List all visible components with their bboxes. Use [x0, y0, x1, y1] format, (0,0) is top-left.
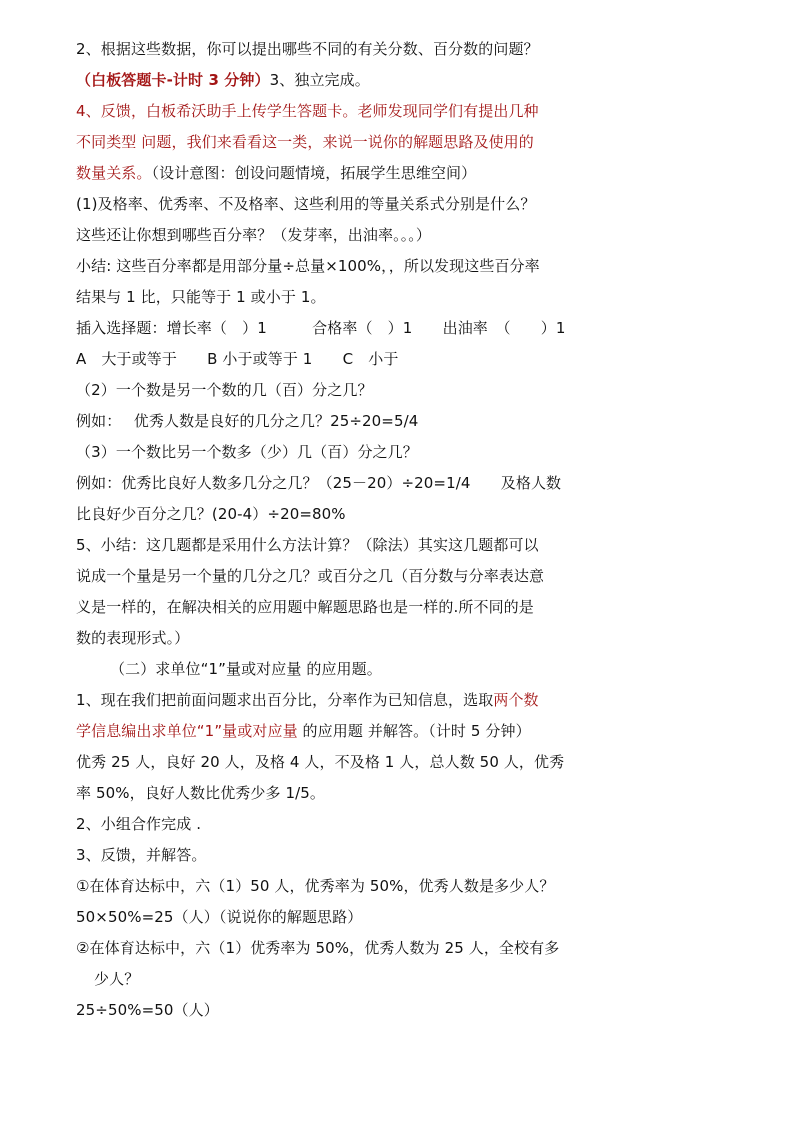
text-segment: 两个数	[493, 691, 539, 709]
text-segment: 学信息编出求单位“1”量或对应量	[76, 722, 298, 740]
text-segment: A 大于或等于 B 小于或等于 1 C 小于	[76, 350, 399, 368]
text-segment: 3、独立完成。	[269, 71, 370, 89]
text-line	[76, 468, 576, 499]
text-segment: 例如： 优秀人数是良好的几分之几？25÷20=5/4	[76, 412, 419, 430]
text-line	[76, 840, 576, 871]
text-line	[76, 933, 576, 964]
text-line	[76, 747, 576, 778]
text-segment: 4、反馈，白板希沃助手上传学生答题卡。老师发现同学们有提出几种	[76, 102, 539, 120]
text-segment: 例如：优秀比良好人数多几分之几？（25－20）÷20=1/4 及格人数	[76, 474, 562, 492]
text-line	[76, 375, 576, 406]
text-line	[76, 623, 576, 654]
text-line	[76, 282, 576, 313]
text-segment: （3）一个数比另一个数多（少）几（百）分之几？	[76, 443, 418, 461]
text-segment: (1)及格率、优秀率、不及格率、这些利用的等量关系式分别是什么？	[76, 195, 536, 213]
text-line	[76, 964, 576, 995]
text-segment: （白板答题卡-计时 3 分钟）	[76, 71, 270, 89]
document-page	[76, 34, 576, 1026]
text-line	[76, 127, 576, 158]
text-line	[76, 592, 576, 623]
text-segment: 比良好少百分之几？(20-4）÷20=80%	[76, 505, 346, 523]
text-segment: （二）求单位“1”量或对应量 的应用题。	[110, 660, 382, 678]
text-line	[76, 65, 576, 96]
text-line	[76, 561, 576, 592]
text-line	[76, 871, 576, 902]
text-segment: 义是一样的，在解决相关的应用题中解题思路也是一样的.所不同的是	[76, 598, 534, 616]
text-segment: ②在体育达标中，六（1）优秀率为 50%，优秀人数为 25 人，全校有多	[76, 939, 560, 957]
text-line	[76, 778, 576, 809]
text-line	[76, 716, 576, 747]
text-line	[76, 344, 576, 375]
text-line	[76, 313, 576, 344]
text-line	[76, 96, 576, 127]
text-line	[76, 685, 576, 716]
text-line	[76, 34, 576, 65]
text-segment: 少人？	[94, 970, 140, 988]
text-segment: 说成一个量是另一个量的几分之几？或百分之几（百分数与分率表达意	[76, 567, 545, 585]
text-segment: 50×50%=25（人）（说说你的解题思路）	[76, 908, 363, 926]
text-segment: 数量关系。	[76, 164, 152, 182]
text-segment: （设计意图：创设问题情境，拓展学生思维空间）	[151, 164, 477, 182]
text-line	[76, 902, 576, 933]
text-segment: 优秀 25 人，良好 20 人，及格 4 人，不及格 1 人，总人数 50 人，优秀	[76, 753, 565, 771]
text-segment: 率 50%，良好人数比优秀少多 1/5。	[76, 784, 326, 802]
text-line	[76, 158, 576, 189]
text-line	[76, 220, 576, 251]
text-segment: 不同类型 问题，我们来看看这一类，来说一说你的解题思路及使用的	[76, 133, 534, 151]
text-line	[76, 995, 576, 1026]
text-line	[76, 189, 576, 220]
text-segment: 5、小结：这几题都是采用什么方法计算？（除法）其实这几题都可以	[76, 536, 539, 554]
text-segment: 插入选择题：增长率（ ）1 合格率（ ）1 出油率 （ ）1	[76, 319, 566, 337]
text-line	[76, 406, 576, 437]
text-segment: 25÷50%=50（人）	[76, 1001, 219, 1019]
text-segment: 3、反馈，并解答。	[76, 846, 207, 864]
text-segment: 的应用题 并解答。（计时 5 分钟）	[297, 722, 531, 740]
text-line	[76, 530, 576, 561]
text-line	[76, 499, 576, 530]
text-line	[76, 437, 576, 468]
text-segment: 2、小组合作完成 .	[76, 815, 202, 833]
text-line	[76, 654, 576, 685]
text-line	[76, 809, 576, 840]
text-segment: 数的表现形式。）	[76, 629, 190, 647]
text-segment: 这些还让你想到哪些百分率？（发芽率，出油率。。。）	[76, 226, 432, 244]
text-segment: （2）一个数是另一个数的几（百）分之几？	[76, 381, 373, 399]
text-segment: 小结: 这些百分率都是用部分量÷总量×100%，，所以发现这些百分率	[76, 257, 540, 275]
text-segment: ①在体育达标中，六（1）50 人，优秀率为 50%，优秀人数是多少人？	[76, 877, 555, 895]
text-line	[76, 251, 576, 282]
text-segment: 1、现在我们把前面问题求出百分比，分率作为已知信息，选取	[76, 691, 494, 709]
text-segment: 2、根据这些数据，你可以提出哪些不同的有关分数、百分数的问题？	[76, 40, 539, 58]
text-segment: 结果与 1 比，只能等于 1 或小于 1。	[76, 288, 326, 306]
